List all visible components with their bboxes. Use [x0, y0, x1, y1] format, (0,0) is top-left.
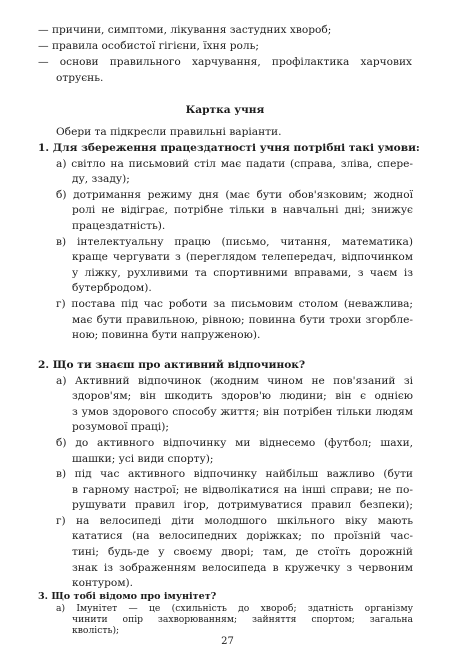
question-1-line: а) світло на письмовий стіл має падати (справа, зліва, спере- [56, 158, 413, 170]
question-1-line: в) інтелектуальну працю (письмо, читання, математика) [56, 236, 413, 248]
question-2-line: кататися (на велосипедних доріжках; по проїзній час- [72, 530, 413, 542]
question-3-line: кволість); [72, 625, 120, 636]
instruction-text: Обери та підкресли правильні варіанти. [56, 126, 282, 138]
question-2-line: розумової праці); [72, 421, 169, 433]
question-1-line: ною; повинна бути напруженою). [72, 329, 261, 341]
question-1-title: 1. Для збереження працездатності учня потрібні такі умови: [38, 142, 420, 154]
question-2-line: тині; будь-де у своєму дворі; там, де стоїть дорожній [72, 546, 413, 558]
question-1-line: б) дотримання режиму дня (має бути обов'язковим; жодної [56, 189, 413, 201]
list-item-continuation: отруєнь. [56, 72, 104, 84]
question-2-line: з умов здорового способу життя; він потрібен тільки людям [72, 406, 413, 418]
question-2-line: в гарному настрої; не відволікатися на інші справи; не по- [72, 484, 413, 496]
question-2-line: рушувати правил ігор, дотримуватися правил безпеки); [72, 499, 413, 511]
question-3-line: чинити опір захворюванням; зайняття спортом; загальна [72, 614, 413, 625]
question-2-line: г) на велосипеді діти молодшого шкільного віку мають [56, 515, 413, 527]
question-1-line: ролі не відіграє, потрібне тільки в навчальні дні; знижує [72, 204, 413, 216]
question-2-title: 2. Що ти знаєш про активний відпочинок? [38, 359, 306, 371]
question-2-line: б) до активного відпочинку ми віднесемо (футбол; шахи, [56, 437, 413, 449]
list-item: — основи правильного харчування, профілактика харчових [38, 56, 412, 68]
list-item: — причини, симптоми, лікування застудних хвороб; [38, 24, 332, 36]
question-1-line: працездатність). [72, 220, 166, 232]
question-2-line: знак із зображенням велосипеда в кружечку з червоним [72, 562, 413, 574]
question-1-line: бутербродом). [72, 282, 152, 294]
question-2-line: здоров'ям; він шкодить здоров'ю людини; він є однією [72, 390, 413, 402]
question-2-line: а) Активний відпочинок (жодним чином не пов'язаний зі [56, 375, 413, 387]
question-1-line: г) постава під час роботи за письмовим столом (неважлива; [56, 298, 413, 310]
question-1-line: має бути правильною, рівною; повинна бути трохи згорбле- [72, 314, 413, 326]
card-title: Картка учня [185, 104, 265, 116]
page-number: 27 [221, 636, 234, 647]
question-1-line: ду, ззаду); [72, 173, 130, 185]
question-1-line: у ліжку, рухливими та спортивними вправами, з чаєм із [72, 267, 413, 279]
question-2-line: в) під час активного відпочинку найбільш важливо (бути [56, 468, 413, 480]
question-3-title: 3. Що тобі відомо про імунітет? [38, 591, 217, 602]
question-2-line: контуром). [72, 577, 134, 589]
question-1-line: краще чергувати з (переглядом телепередач, відпочинком [72, 251, 413, 263]
question-2-line: шашки; усі види спорту); [72, 453, 214, 465]
list-item: — правила особистої гігієни, їхня роль; [38, 40, 259, 52]
question-3-line: а) Імунітет — це (схильність до хвороб; здатність організму [56, 603, 413, 614]
